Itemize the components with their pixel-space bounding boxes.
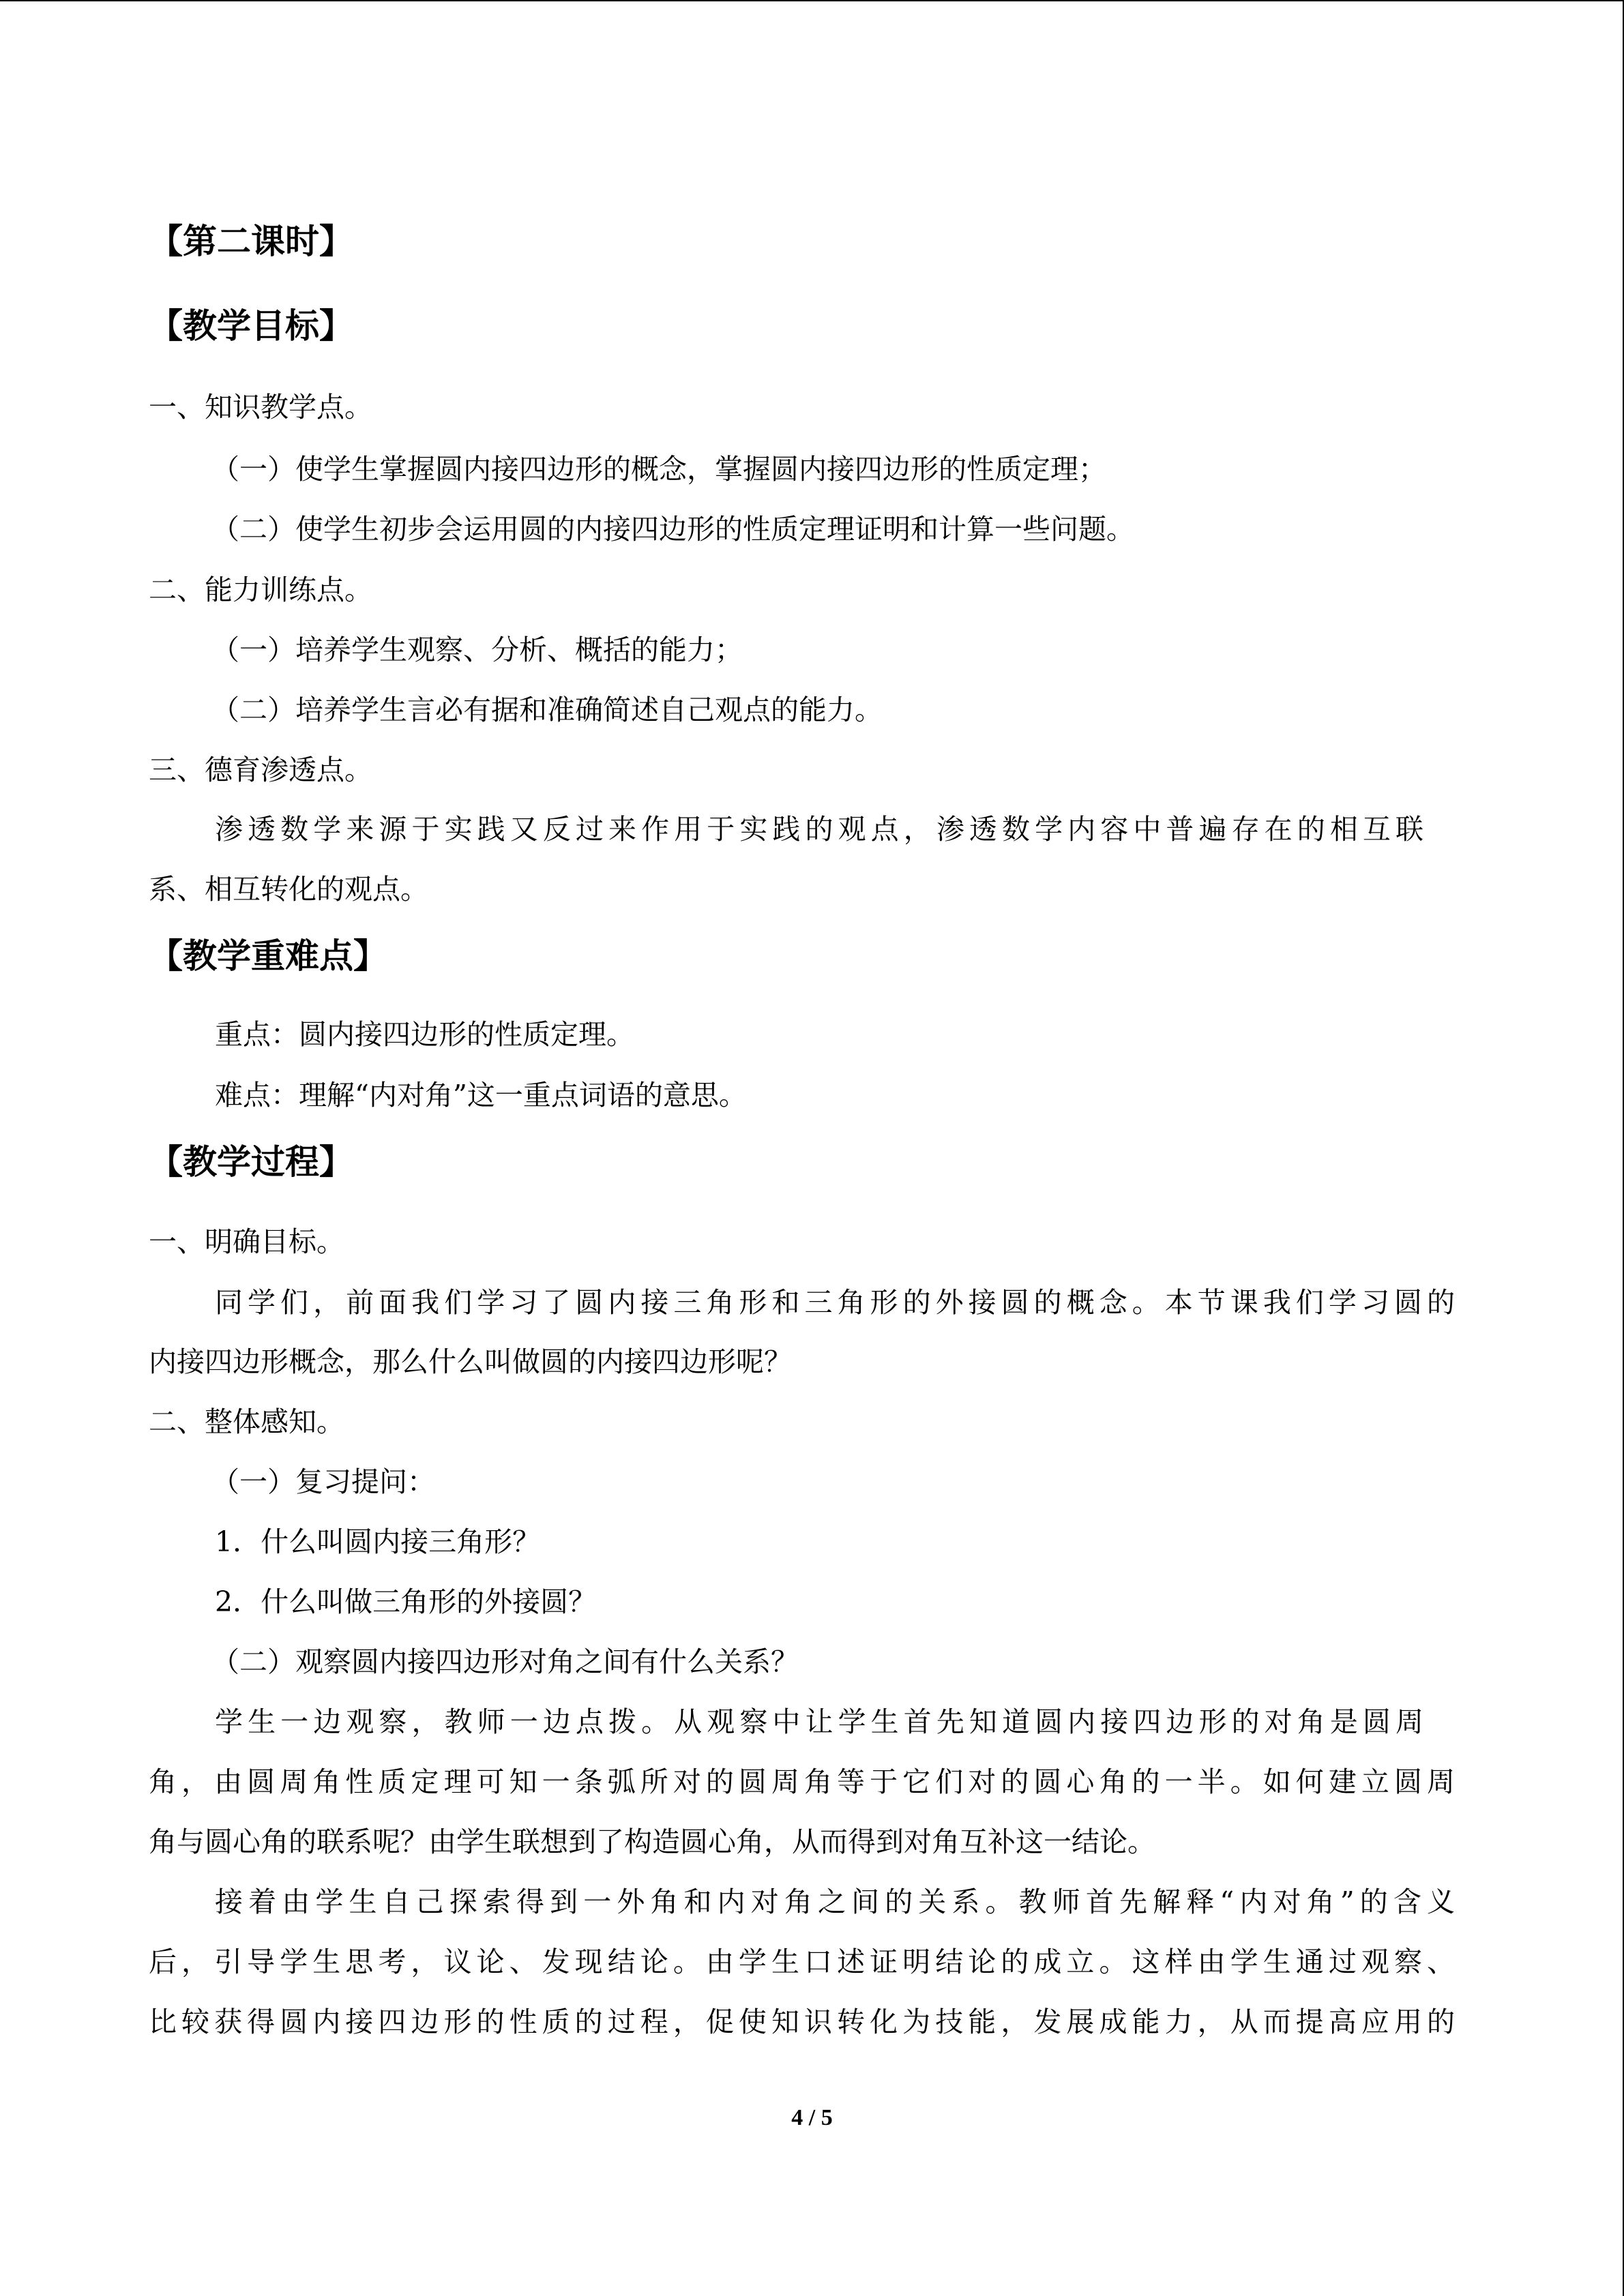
process-step-2-title: 二、整体感知。	[149, 1405, 344, 1438]
goal-knowledge-item-1: （一）使学生掌握圆内接四边形的概念，掌握圆内接四边形的性质定理；	[211, 453, 1106, 486]
goal-knowledge-title: 一、知识教学点。	[149, 391, 372, 423]
page-number: 4 / 5	[791, 2105, 833, 2130]
section-heading-process: 【教学过程】	[149, 1142, 353, 1182]
exploration-paragraph-line-2: 后，引导学生思考，议论、发现结论。由学生口述证明结论的成立。这样由学生通过观察、	[149, 1945, 1455, 1978]
exploration-paragraph-line-3: 比较获得圆内接四边形的性质的过程，促使知识转化为技能，发展成能力，从而提高应用的	[149, 2006, 1455, 2038]
review-question-2: 2．什么叫做三角形的外接圆？	[215, 1585, 597, 1618]
goal-ability-item-2: （二）培养学生言必有据和准确简述自己观点的能力。	[211, 694, 883, 726]
section-heading-key-points: 【教学重难点】	[149, 936, 387, 976]
key-difficulty: 难点：理解“内对角”这一重点词语的意思。	[215, 1079, 747, 1112]
lesson-heading: 【第二课时】	[149, 222, 353, 261]
goal-ability-title: 二、能力训练点。	[149, 573, 372, 606]
goal-moral-paragraph-line-2: 系、相互转化的观点。	[149, 873, 428, 906]
process-step-1-title: 一、明确目标。	[149, 1225, 344, 1258]
process-step-1-line-2: 内接四边形概念，那么什么叫做圆的内接四边形呢？	[149, 1345, 792, 1378]
goal-knowledge-item-2: （二）使学生初步会运用圆的内接四边形的性质定理证明和计算一些问题。	[211, 513, 1134, 546]
exploration-paragraph-line-1: 接着由学生自己探索得到一外角和内对角之间的关系。教师首先解释“内对角”的含义	[215, 1885, 1455, 1918]
review-question-1: 1．什么叫圆内接三角形？	[215, 1525, 541, 1558]
section-heading-goals: 【教学目标】	[149, 306, 353, 346]
review-questions-title: （一）复习提问：	[211, 1465, 435, 1498]
goal-moral-title: 三、德育渗透点。	[149, 754, 372, 786]
page-border-top	[0, 0, 1624, 1]
observation-paragraph-line-3: 角与圆心角的联系呢？由学生联想到了构造圆心角，从而得到对角互补这一结论。	[149, 1825, 1155, 1858]
goal-moral-paragraph-line-1: 渗透数学来源于实践又反过来作用于实践的观点，渗透数学内容中普遍存在的相互联	[215, 813, 1423, 846]
observation-paragraph-line-1: 学生一边观察，教师一边点拨。从观察中让学生首先知道圆内接四边形的对角是圆周	[215, 1705, 1423, 1738]
observation-paragraph-line-2: 角，由圆周角性质定理可知一条弧所对的圆周角等于它们对的圆心角的一半。如何建立圆周	[149, 1765, 1455, 1798]
observation-title: （二）观察圆内接四边形对角之间有什么关系？	[211, 1645, 799, 1678]
process-step-1-line-1: 同学们，前面我们学习了圆内接三角形和三角形的外接圆的概念。本节课我们学习圆的	[215, 1286, 1455, 1319]
key-focus: 重点：圆内接四边形的性质定理。	[215, 1018, 634, 1051]
goal-ability-item-1: （一）培养学生观察、分析、概括的能力；	[211, 633, 743, 666]
